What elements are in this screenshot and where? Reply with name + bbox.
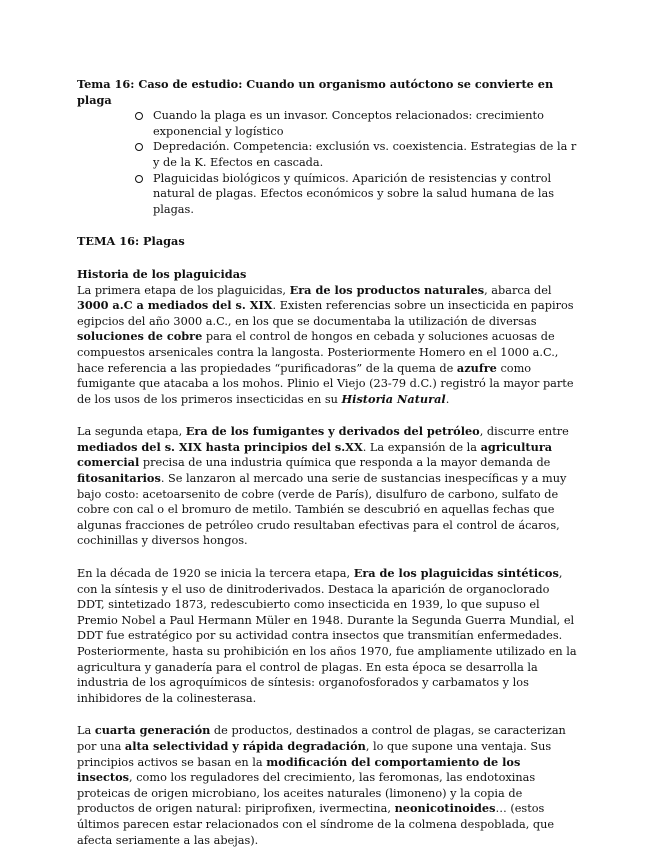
text: La (77, 724, 95, 738)
bold-text: Era de los productos naturales (289, 282, 485, 297)
text: de productos, destinados a control de plagas, se caracterizan por una (77, 724, 566, 753)
bold-text: neonicotinoides (394, 801, 496, 816)
text: … (estos últimos parecen estar relacionados con el síndrome de la colmena despoblada, que afecta seriamente a las abejas). (77, 802, 555, 847)
bold-text: fitosanitarios (77, 471, 161, 486)
text: como fumigante que atacaba a los mohos. Plinio el Viejo (23-79 d.C.) registró la mayor parte de los usos de los primeros insecticidas en su (77, 361, 574, 406)
bold-text: soluciones de cobre (77, 329, 203, 344)
bold-text: Era de los plaguicidas sintéticos (353, 566, 559, 581)
topic-item (77, 108, 577, 139)
text: En la década de 1920 se inicia la tercera etapa, (77, 567, 354, 581)
text: . La expansión de la (362, 440, 481, 454)
topic-text: Plaguicidas biológicos y químicos. Aparición de resistencias y control natural de plagas. Efectos económicos y sobre la salud humana de las plagas. (153, 171, 555, 216)
topic-title: Tema 16: Caso de estudio: Cuando un organismo autóctono se convierte en plaga (77, 77, 554, 107)
text: , abarca del (484, 283, 552, 297)
paragraph-fumigants (77, 424, 577, 549)
circle-bullet-icon (135, 143, 143, 151)
text: , discurre entre (479, 425, 569, 439)
bold-text: azufre (456, 360, 497, 375)
subsection-title: Historia de los plaguicidas (77, 266, 247, 281)
text: , como los reguladores del crecimiento, las feromonas, las endotoxinas proteicas de origen microbiano, los aceites naturales (limoneno) y la copia de productos de origen natural: piriprofixen, ivermectina, (77, 771, 536, 816)
bold-text: agricultura comercial (77, 439, 553, 470)
text: . Existen referencias sobre un insecticida en papiros egipcios del año 3000 a.C., en los que se documentaba la utilización de diversas (77, 299, 574, 328)
bold-text: cuarta generación (94, 723, 211, 738)
text: . (445, 392, 450, 406)
circle-bullet-icon (135, 112, 143, 120)
text: para el control de hongos en cebada y soluciones acuosas de compuestos arsenicales contra la langosta. Posteriormente Homero en el 1000 a.C., hace referencia a las propiedades “purificadoras” de la quema de (77, 330, 559, 375)
text: , lo que supone una ventaja. Sus principios activos se basan en la (77, 739, 552, 769)
bold-text: alta selectividad y rápida degradación (124, 738, 366, 753)
bold-text: mediados del s. XIX hasta principios del s.XX (77, 439, 363, 454)
text: , con la síntesis y el uso de dinitroderivados. Destaca la aparición de organoclorado DDT, sintetizado 1873, redescubierto como insecticida en 1939, lo que supuso el Premio Nobel a Paul Hermann Müler en 1948. Durante la Segunda Guerra Mundial, el DDT fue estratégico por su actividad contra insectos que transmitían enfermedades. Posteriormente, hasta su prohibición en los años 1970, fue ampliamente utilizado en la agricultura y ganadería para el control de plagas. En esta época se desarrolla la industria de los agroquímicos de síntesis: organofosforados y carbamatos y los inhibidores de la colinesterasa. (77, 567, 577, 705)
circle-bullet-icon (135, 175, 143, 183)
topic-text: Depredación. Competencia: exclusión vs. coexistencia. Estrategias de la r y de la K. Efectos en cascada. (153, 140, 577, 169)
paragraph-synthetic (77, 566, 577, 706)
text: La segunda etapa, (77, 425, 186, 439)
bold-italic-text: Historia Natural (341, 391, 446, 406)
text: . Se lanzaron al mercado una serie de sustancias inespecíficas y a muy bajo costo: acetoarsenito de cobre (verde de París), disulfuro de carbono, sulfato de cobre con cal o el bromuro de metilo. También se descubrió en aquellas fechas que algunas fracciones de petróleo crudo resultaban efectivas para el control de ácaros, cochinillas y diversos hongos. (77, 472, 567, 548)
section-title: TEMA 16: Plagas (77, 234, 185, 249)
topic-item (77, 171, 577, 218)
topic-text: Cuando la plaga es un invasor. Conceptos relacionados: crecimiento exponencial y logístico (153, 109, 544, 138)
paragraph-fourth-generation (77, 723, 577, 848)
bold-text: Era de los fumigantes y derivados del petróleo (185, 424, 480, 439)
text: La primera etapa de los plaguicidas, (77, 283, 290, 297)
document-page (77, 77, 577, 848)
topic-item (77, 139, 577, 170)
topic-list (77, 108, 577, 217)
bold-text: modificación del comportamiento de los insectos (77, 754, 521, 785)
text: precisa de una industria química que responda a la mayor demanda de (139, 456, 551, 470)
paragraph-natural-products (77, 283, 577, 408)
bold-text: 3000 a.C a mediados del s. XIX (77, 298, 273, 313)
